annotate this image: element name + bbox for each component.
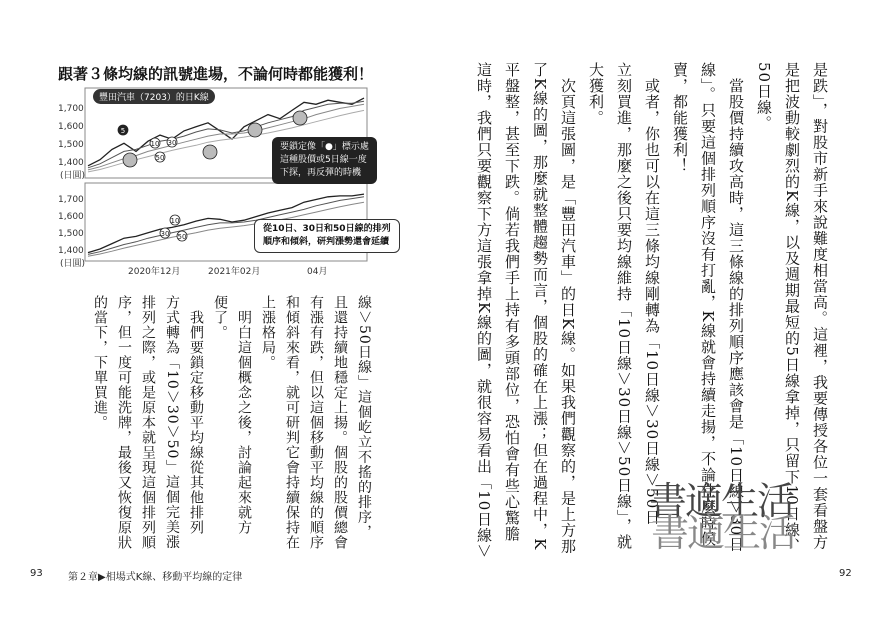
text-column: 是把波動較劇烈的K線，以及週期最短的5日線拿掉，只留下10日線、 <box>783 62 801 554</box>
text-column: 賣，都能獲利！ <box>671 62 689 174</box>
ma-marker-label: 30 <box>160 230 170 238</box>
text-column: 次頁這張圖，是「豐田汽車」的日K線。如果我們觀察的，是上方那 <box>559 78 577 555</box>
page-number-left: 93 <box>30 568 43 579</box>
watermark-stamp: 書適生活 <box>651 511 796 555</box>
text-column: 50日線。 <box>755 62 773 132</box>
ma-marker-label: 50 <box>155 154 165 162</box>
text-column: 排列之際，或是原本就呈現這個排列順 <box>140 295 156 550</box>
text-column: 我們要鎖定移動平均線從其他排列 <box>188 295 204 535</box>
dip-highlight <box>203 145 217 159</box>
text-column: 這時，我們只要觀察下方這張拿掉K線的圖，就很容易看出「10日線＞ <box>475 62 493 560</box>
text-column: 線」。只要這個排列順序沒有打亂，K線就會持續走揚，不論什麼時候 <box>699 62 717 547</box>
y-tick: 1,400 <box>58 246 84 256</box>
x-tick: 04月 <box>307 267 328 277</box>
dip-highlight <box>293 111 307 125</box>
callout-trend: 從10日、30日和50日線的排列 順序和傾斜，研判漲勢還會延續 <box>254 219 400 253</box>
dip-highlight <box>123 153 137 167</box>
text-column: 明白這個概念之後，討論起來就方 <box>236 295 252 535</box>
right-page <box>439 0 878 623</box>
text-column: 便了。 <box>212 295 228 340</box>
text-column: 平盤整，甚至下跌。倘若我們手上持有多頭部位，恐怕會有些心驚膽 <box>503 62 521 542</box>
y-tick: 1,400 <box>58 158 84 168</box>
y-tick: 1,500 <box>58 140 84 150</box>
text-column: 有漲有跌，但以這個移動平均線的順序 <box>308 295 324 550</box>
dip-highlight <box>248 123 262 137</box>
y-tick: 1,700 <box>58 104 84 114</box>
text-column: 是跌」，對股市新手來說難度相當高。這裡，我要傳授各位一套看盤方 <box>811 62 829 551</box>
page-number-right: 92 <box>839 568 852 579</box>
text-column: 線＞50日線」這個屹立不搖的排序， <box>356 295 372 540</box>
text-column: 方式轉為「10＞30＞50」這個完美漲 <box>164 295 180 550</box>
text-column: 和傾斜來看，就可研判它會持續保持在 <box>284 295 300 550</box>
y-tick: 1,600 <box>58 212 84 222</box>
text-column: 序，但一度可能洗牌，最後又恢復原狀 <box>116 295 132 550</box>
ma-marker-label: 30 <box>167 139 177 147</box>
chart-title: 跟著３條均線的訊號進場，不論何時都能獲利！ <box>58 65 374 83</box>
y-unit: (日圓) <box>60 171 86 181</box>
text-column: 了K線的圖，那麼就整體趨勢而言，個股的確在上漲；但在過程中，K <box>531 62 549 551</box>
ma-marker-label: 50 <box>177 233 187 241</box>
text-column: 當股價持續攻高時，這三條線的排列順序應該會是「10日線＞30日 <box>727 78 745 553</box>
ma-marker-label: 5 <box>120 127 126 135</box>
footer-chapter: 第２章▶相場式K線、移動平均線的定律 <box>68 572 243 583</box>
watermark-stamp: 書適生活 <box>649 479 794 523</box>
ma-marker-label: 10 <box>170 217 180 225</box>
y-tick: 1,700 <box>58 195 84 205</box>
y-unit: (日圓) <box>60 259 86 269</box>
text-column: 大獲利。 <box>587 62 605 126</box>
text-column: 的當下，下單買進。 <box>92 295 108 430</box>
chart-caption: 豐田汽車（7203）的日K線 <box>93 89 215 104</box>
text-column: 或者，你也可以在這三條均線剛轉為「10日線＞30日線＞50日 <box>643 78 661 526</box>
text-column: 上漲格局。 <box>260 295 276 370</box>
y-tick: 1,500 <box>58 229 84 239</box>
text-column: 立刻買進，那麼之後只要均線維持「10日線＞30日線＞50日線」，就 <box>615 62 633 550</box>
callout-buy-signal: 要鎖定像「●」標示處 這種股價或5日線一度 下探，再反彈的時機 <box>272 137 377 184</box>
ma-marker-label: 10 <box>150 140 160 148</box>
y-tick: 1,600 <box>58 122 84 132</box>
text-column: 且還持續地穩定上揚。個股的股價總會 <box>332 295 348 550</box>
x-tick: 2020年12月 <box>128 267 181 277</box>
x-tick: 2021年02月 <box>208 267 261 277</box>
